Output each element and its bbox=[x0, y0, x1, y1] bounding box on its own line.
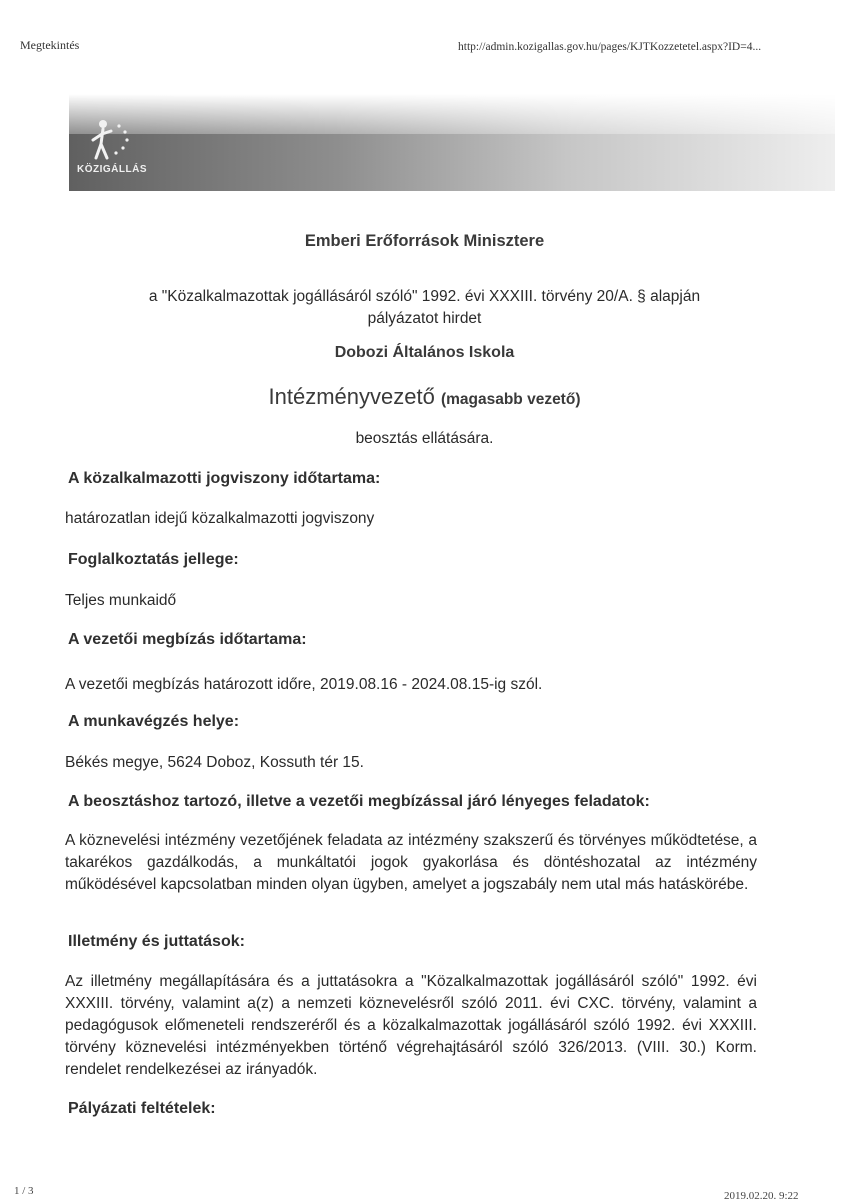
section-heading-requirements: Pályázati feltételek: bbox=[68, 1100, 216, 1117]
kozigallas-logo-icon bbox=[83, 114, 143, 164]
position-name: Intézményvezető bbox=[268, 384, 435, 409]
role-line: beosztás ellátására. bbox=[355, 430, 494, 447]
section-text-workplace: Békés megye, 5624 Doboz, Kossuth tér 15. bbox=[65, 754, 364, 771]
issuer-title: Emberi Erőforrások Minisztere bbox=[304, 232, 545, 250]
legal-intro-line-2: pályázatot hirdet bbox=[367, 310, 482, 327]
kozigallas-banner bbox=[69, 94, 835, 191]
legal-intro bbox=[0, 286, 849, 330]
position-note: (magasabb vezető) bbox=[440, 391, 581, 408]
section-text-employment-type: Teljes munkaidő bbox=[65, 592, 177, 609]
section-heading-workplace: A munkavégzés helye: bbox=[68, 713, 240, 730]
page-number: 1 / 3 bbox=[14, 1185, 34, 1197]
position-title bbox=[0, 384, 849, 410]
section-text-duration: határozatlan idejű közalkalmazotti jogviszony bbox=[65, 510, 375, 527]
section-text-salary: Az illetmény megállapítására és a juttatásokra a "Közalkalmazottak jogállásáról szóló" 1992. évi XXXIII. törvény, valamint a(z) a nemzeti köznevelésről szóló 2011. évi CXC. törvény, valamint a pedagógusok előmeneteli rendszeréről és a közalkalmazottak jogállásáról szóló 1992. évi XXXIII. törvény köznevelési intézményekben történő végrehajtásáról szóló 326/2013. (VIII. 30.) Korm. rendelet rendelkezései az irányadók. bbox=[65, 973, 757, 1078]
section-text-appointment-duration: A vezetői megbízás határozott időre, 2019.08.16 - 2024.08.15-ig szól. bbox=[65, 676, 543, 693]
institution-name: Dobozi Általános Iskola bbox=[334, 344, 515, 361]
kozigallas-logo-text: KÖZIGÁLLÁS bbox=[77, 164, 147, 175]
print-header-title: Megtekintés bbox=[20, 38, 80, 52]
legal-intro-line-1: a "Közalkalmazottak jogállásáról szóló" 1992. évi XXXIII. törvény 20/A. § alapján bbox=[148, 288, 701, 305]
section-text-duties: A köznevelési intézmény vezetőjének feladata az intézmény szakszerű és törvényes működtetése, a takarékos gazdálkodás, a munkáltatói jogok gyakorlása és döntéshozatal az intézmény működésével kapcsolatban minden olyan ügyben, amelyet a jogszabály nem utal más hatáskörébe. bbox=[65, 832, 757, 893]
section-heading-employment-type: Foglalkoztatás jellege: bbox=[68, 551, 239, 568]
section-heading-duties: A beosztáshoz tartozó, illetve a vezetői megbízással járó lényeges feladatok: bbox=[68, 793, 650, 810]
section-heading-salary: Illetmény és juttatások: bbox=[68, 933, 245, 950]
print-header-url: http://admin.kozigallas.gov.hu/pages/KJTKozzetetel.aspx?ID=4... bbox=[458, 41, 762, 53]
section-heading-duration: A közalkalmazotti jogviszony időtartama: bbox=[68, 470, 381, 487]
print-timestamp: 2019.02.20. 9:22 bbox=[724, 1190, 799, 1202]
section-heading-appointment-duration: A vezetői megbízás időtartama: bbox=[68, 631, 307, 648]
